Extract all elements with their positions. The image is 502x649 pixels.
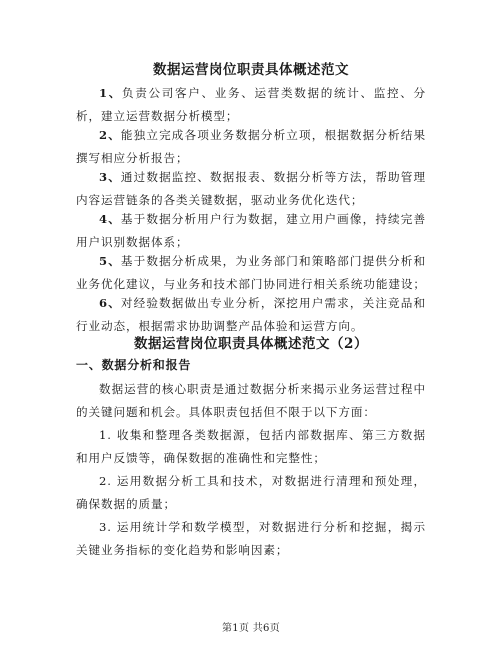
- section-title: 数据运营岗位职责具体概述范文（2）: [134, 336, 368, 352]
- list-item: [76, 208, 426, 254]
- item-number: 4、: [99, 212, 121, 226]
- list-item: [76, 166, 426, 212]
- list-item: 3. 运用统计学和数学模型，对数据进行分析和挖掘，揭示关键业务指标的变化趋势和影响因素；: [76, 520, 426, 557]
- page-number: 第1页 共6页: [221, 623, 280, 634]
- item-text: 能独立完成各项业务数据分析立项，根据数据分析结果撰写相应分析报告；: [76, 128, 426, 165]
- document-title: 数据运营岗位职责具体概述范文: [153, 62, 349, 78]
- paragraph: 数据运营的核心职责是通过数据分析来揭示业务运营过程中的关键问题和机会。具体职责包括但不限于以下方面：: [76, 382, 426, 419]
- item-text: 基于数据分析成果，为业务部门和策略部门提供分析和业务优化建议，与业务和技术部门协同进行相关系统功能建设；: [76, 254, 426, 291]
- list-item: [76, 124, 426, 170]
- list-item: [76, 250, 426, 296]
- list-item: [76, 82, 426, 128]
- item-text: 负责公司客户、业务、运营类数据的统计、监控、分析，建立运营数据分析模型；: [76, 86, 426, 123]
- item-text: 通过数据监控、数据报表、数据分析等方法，帮助管理内容运营链条的各类关键数据，驱动业务优化迭代；: [76, 170, 426, 207]
- list-item: 1. 收集和整理各类数据源，包括内部数据库、第三方数据和用户反馈等，确保数据的准确性和完整性；: [76, 428, 426, 465]
- section-heading: 一、数据分析和报告: [76, 358, 192, 372]
- item-number: 1、: [99, 86, 122, 100]
- item-number: 2、: [99, 128, 121, 142]
- item-number: 6、: [99, 296, 121, 310]
- item-text: 对经验数据做出专业分析，深挖用户需求，关注竞品和行业动态，根据需求协助调整产品体验和运营方向。: [76, 296, 426, 333]
- item-number: 3、: [99, 170, 121, 184]
- item-text: 基于数据分析用户行为数据，建立用户画像，持续完善用户识别数据体系；: [76, 212, 426, 249]
- item-number: 5、: [99, 254, 121, 268]
- list-item: 2. 运用数据分析工具和技术，对数据进行清理和预处理，确保数据的质量；: [76, 474, 426, 511]
